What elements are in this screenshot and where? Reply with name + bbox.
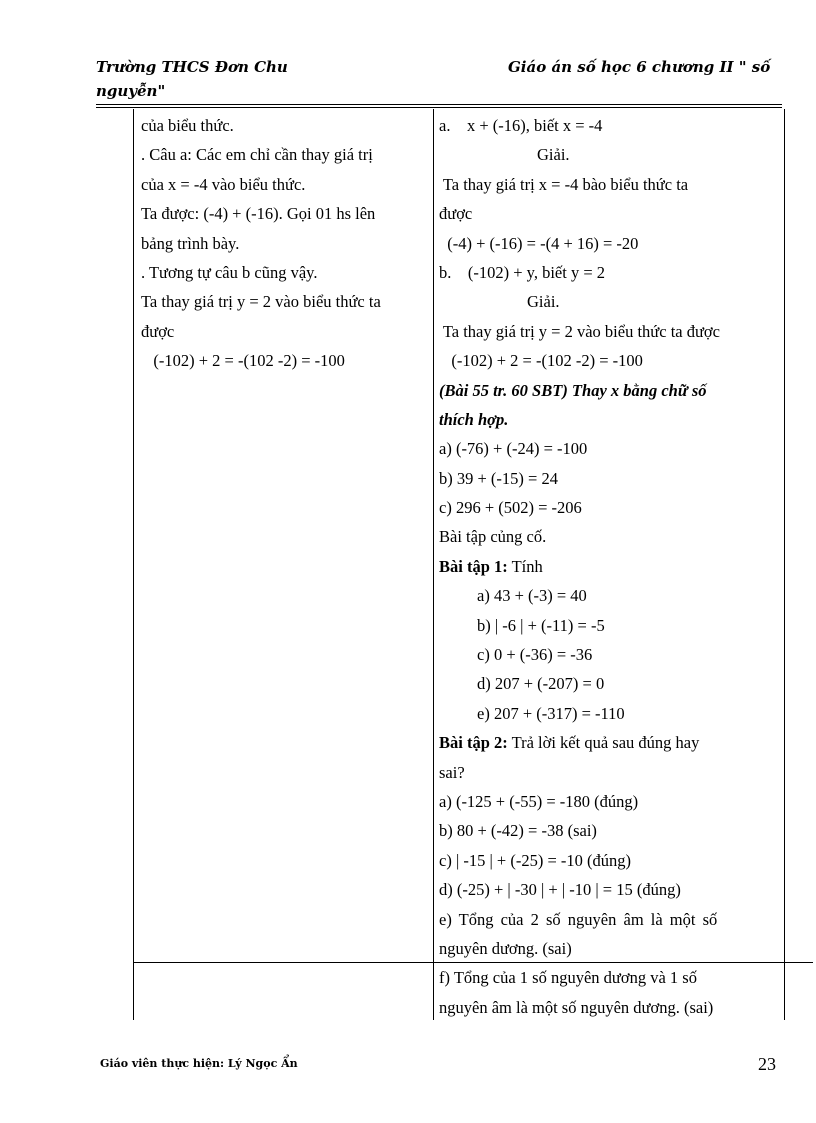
right-line: (-102) + 2 = -(102 -2) = -100 [439,351,643,371]
exercise-1-title [439,552,720,581]
exercise-2-instruction: Trả lời kết quả sau đúng hay [507,733,700,753]
header-school-cont: nguyễn" [96,82,166,100]
exercise-2-title [439,728,720,757]
table-border-right [784,109,785,1020]
right-line: (-4) + (-16) = -(4 + 16) = -20 [439,233,639,253]
right-line: b) 39 + (-15) = 24 [439,468,558,488]
exercise-heading: (Bài 55 tr. 60 SBT) Thay x bằng chữ số [439,380,707,400]
right-line: d) 207 + (-207) = 0 [477,674,605,694]
footer-teacher: Giáo viên thực hiện: Lý Ngọc Ẩn [100,1057,298,1070]
exercise-heading-cont: thích hợp. [439,409,509,429]
left-line: bảng trình bày. [141,233,240,253]
table-border-middle [433,109,434,1020]
left-line: của x = -4 vào biểu thức. [141,174,306,194]
right-line: f) Tổng của 1 số nguyên dương và 1 số [439,968,697,988]
right-line: b) 80 + (-42) = -38 (sai) [439,821,597,841]
right-line: c) | -15 | + (-25) = -10 (đúng) [439,850,631,870]
left-line: (-102) + 2 = -(102 -2) = -100 [141,351,345,371]
right-line: b. (-102) + y, biết y = 2 [439,262,606,282]
right-line: nguyên dương. (sai) [439,938,572,958]
right-line: a) 43 + (-3) = 40 [477,586,587,606]
left-line: của biểu thức. [141,116,234,135]
right-column-text [439,111,720,1022]
exercise-1-label: Bài tập 1: [439,556,508,576]
right-line: a) (-125 + (-55) = -180 (đúng) [439,791,639,811]
left-line: được [141,321,175,341]
section-heading: Bài tập củng cố. [439,527,547,547]
exercise-1-instruction: Tính [507,556,543,576]
right-line: e) 207 + (-317) = -110 [477,703,625,723]
right-line: d) (-25) + | -30 | + | -10 | = 15 (đúng) [439,880,681,900]
solution-heading: Giải. [537,145,570,165]
right-line: a) (-76) + (-24) = -100 [439,439,588,459]
right-line: c) 296 + (502) = -206 [439,498,582,518]
solution-heading: Giải. [527,292,560,312]
left-column-text [141,111,381,376]
header-rule-top [96,104,782,105]
right-line: Ta thay giá trị x = -4 bào biểu thức ta [439,174,689,194]
right-line: e) Tổng của 2 số nguyên âm là một số [439,909,718,929]
header-school: Trường THCS Đơn Chu [96,58,288,76]
left-line: . Tương tự câu b cũng vậy. [141,262,318,282]
right-line: b) | -6 | + (-11) = -5 [477,615,605,635]
header-lesson-title: Giáo án số học 6 chương II " số [508,58,771,76]
right-line: được [439,204,473,224]
left-line: . Câu a: Các em chỉ cần thay giá trị [141,145,373,165]
header-rule-bottom [96,107,782,108]
page-number: 23 [758,1054,776,1074]
right-line: Ta thay giá trị y = 2 vào biểu thức ta được [439,321,720,341]
table-border-left [133,109,134,1020]
right-line: sai? [439,762,465,782]
right-line: a. x + (-16), biết x = -4 [439,116,603,135]
right-line: c) 0 + (-36) = -36 [477,645,593,665]
exercise-2-label: Bài tập 2: [439,733,508,753]
left-line: Ta thay giá trị y = 2 vào biểu thức ta [141,292,381,312]
right-line: nguyên âm là một số nguyên dương. (sai) [439,997,714,1017]
left-line: Ta được: (-4) + (-16). Gọi 01 hs lên [141,204,376,224]
